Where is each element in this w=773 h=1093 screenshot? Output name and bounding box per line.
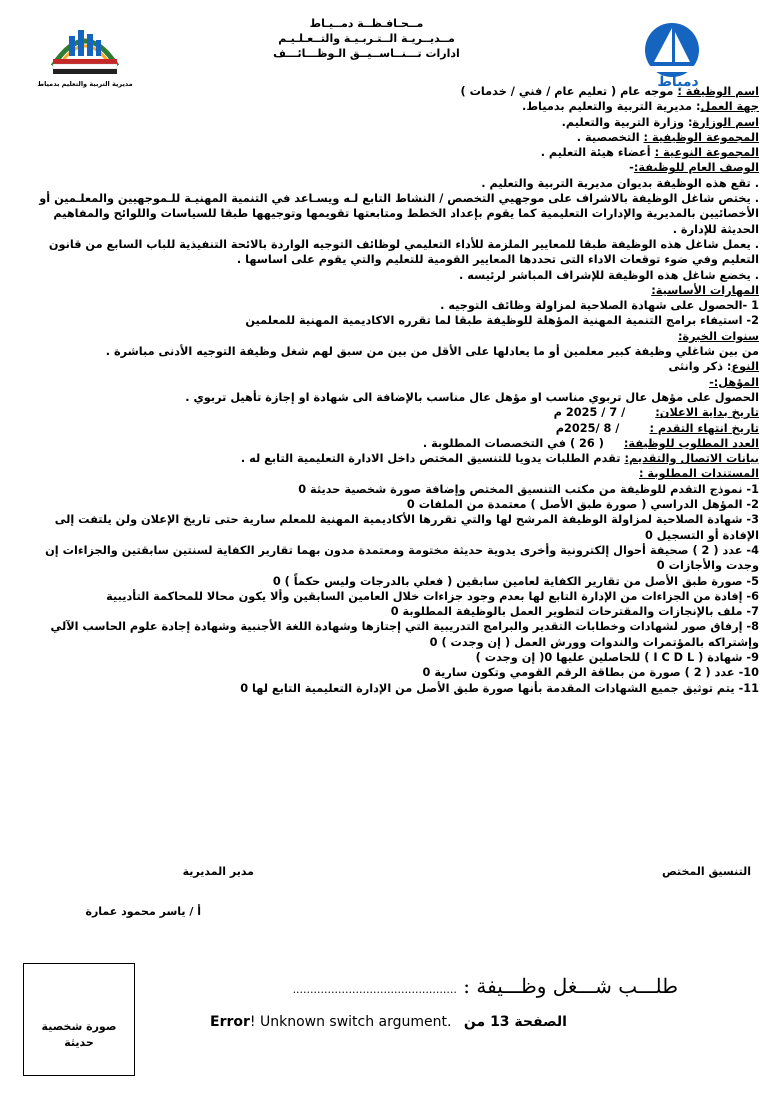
skill-item: 2- استيفاء برامج التنمية المهنية المؤهلة للوظيفة طبقا لما تقرره الاكاديمية المهنية للمعلمين	[245, 314, 759, 328]
document-item: 11- يتم توثيق جميع الشهادات المقدمة بأنها صورة طبق الأصل من الإدارة التعليمية التابع لها 0	[240, 681, 759, 695]
error-word: Error	[210, 1014, 250, 1030]
ministry-line: اسم الوزارة: وزارة التربية والتعليم.	[561, 115, 759, 129]
page-footer	[210, 1014, 590, 1030]
photo-placeholder-box: صورة شخصية حديثة	[23, 963, 135, 1076]
qualification-text: الحصول على مؤهل عال تربوي مناسب او مؤهل عال مناسب بالإضافة الى شهادة او إجازة تأهيل تربوي .	[185, 390, 759, 404]
letterhead-governorate: مــحـافـظــة دمــيـاط	[309, 17, 424, 30]
announce-start-line: تاريخ بداية الاعلان:/ 7 / 2025 م	[553, 406, 759, 420]
job-title-line: اسم الوظيفة : موجه عام ( تعليم عام / فني / خدمات )	[460, 85, 759, 98]
document-item: 10- عدد ( 2 ) صورة من بطاقة الرقم القومي وتكون سارية 0	[422, 666, 759, 680]
job-announcement-body	[16, 84, 759, 696]
general-description-heading: الوصف العام للوظيفة:-	[629, 161, 759, 175]
coordination-signature: التنسيق المختص	[661, 865, 751, 878]
document-item: 7- ملف بالإنجازات والمقترحات لتطوير العمل بالوظيفة المطلوبة 0	[390, 605, 759, 619]
letterhead-directorate: مــديــريـة الــتـربـيـة والتــعـلـيـم	[278, 32, 455, 45]
job-group-line: المجموعة الوظيفية : التخصصية .	[576, 130, 759, 144]
document-item: 4- عدد ( 2 ) صحيفة أحوال إلكترونية وأخرى يدوية حديثة مختومة ومعتمدة مدون بهما تقارير الكفاية لسنتين سابقتين والجزاءات إن وجدت والأجازات 0	[45, 543, 759, 573]
apply-end-line: تاريخ انتهاء التقدم :/ 8 /2025م	[555, 421, 759, 435]
document-item: 8- إرفاق صور لشهادات وخطابات التقدير والبرامج التدريبية التي إجتازها وشهادة اللغة الأجنبية وشهادة إجادة علوم الحاسب الآلي وإشتراكه بالمؤتمرات والندوات وورش العمل ( إن وجدت ) 0	[50, 620, 759, 649]
document-item: 1- نموذج التقدم للوظيفة من مكتب التنسيق المختص وإضافة صورة شخصية حديثة 0	[298, 482, 759, 496]
experience-text: من بين شاغلي وظيفة كبير معلمين أو ما يعادلها على الأقل من بين من سبق لهم شغل وظيفة التوجيه الأدنى مباشرة .	[105, 345, 759, 359]
document-item: 5- صورة طبق الأصل من تقارير الكفاية لعامين سابقين ( فعلي بالدرجات وليس حكماً ) 0	[272, 574, 759, 588]
director-name: أ / ياسر محمود عمارة	[85, 905, 201, 918]
description-item: . يخضع شاغل هذه الوظيفة للإشراف المباشر لرئيسه .	[459, 268, 759, 282]
letterhead-department: ادارات تـــنــاســيــق الـوظـــائـــف	[273, 47, 460, 60]
document-item: 9- شهادة ( I C D L ) للحاصلين عليها 0( إن وجدت )	[475, 650, 759, 664]
letterhead	[0, 16, 773, 61]
description-item: . يعمل شاغل هذه الوظيفة طبقا للمعايير الملزمة للأداء التعليمي لوظائف التوجيه الواردة بالائحة التنفيذية للباب السابع من قانون التعليم وفي ضوء توقعات الاداء التى تحددها المعايير القومية للتعليم والتي يقوم على اساسها .	[48, 237, 759, 267]
logo-left-caption: مديرية التربية والتعليم بدمياط	[37, 80, 133, 88]
error-message: ! Unknown switch argument.	[249, 1014, 452, 1030]
required-count-line: العدد المطلوب للوظيفة:( 26 ) في التخصصات المطلوبة .	[422, 436, 759, 450]
skill-item: 1 -الحصول على شهادة الصلاحية لمزاولة وظائف التوجيه .	[440, 299, 759, 313]
category-group-line: المجموعة النوعية : أعضاء هيئة التعليم .	[540, 146, 759, 160]
qualification-heading: المؤهل:-	[709, 375, 759, 389]
document-item: 6- إفادة من الجزاءات من الإدارة التابع لها بعدم وجود جزاءات خلال العامين السابقين وألا يكون محالا للمحاكمة التأديبية	[106, 589, 759, 603]
document-item: 3- شهادة الصلاحية لمزاولة الوظيفة المرشح لها والتي تقررها الأكاديمية المهنية للمعلم سارية حتى تاريخ الإعلان ولن يلتفت إلى الإفادة أو التسجيل 0	[54, 513, 759, 542]
skills-heading: المهارات الأساسية:	[651, 283, 759, 297]
documents-heading: المستندات المطلوبة :	[638, 467, 759, 481]
page-number-label: الصفحة 13 من	[463, 1014, 567, 1030]
workplace-line: جهة العمل: مديرية التربية والتعليم بدمياط.	[522, 100, 759, 114]
director-signature-title: مدير المديرية	[182, 865, 254, 878]
contact-line: بيانات الاتصال والتقديم: تقدم الطلبات يدويا للتنسيق المختص داخل الادارة التعليمية التابع له .	[240, 452, 759, 466]
job-request-title: طلـــب شـــغل وظـــيفة : ...............................................	[292, 974, 678, 998]
experience-heading: سنوات الخبرة:	[677, 329, 759, 343]
description-item: . يختص شاغل الوظيفة بالاشراف على موجهيي التخصص / النشاط التابع لـه ويسـاعد في التنمية المهنيـة للـموجهيين والمعلـمين أو الأخصائيين بالمديرية والإدارات التعليمية كما يقوم بإعداد الخطط ومتابعتها تقويمها وتوجيهها طبقا للسياسات واللوائح والمفاهيم الحديثة للإدارة .	[39, 192, 759, 236]
gender-line: النوع: ذكر وانثى	[668, 360, 759, 374]
logo-right-caption: دمياط	[657, 74, 699, 90]
document-item: 2- المؤهل الدراسي ( صورة طبق الأصل ) معتمدة من الملفات 0	[406, 498, 759, 512]
request-fill-line: ...............................................	[292, 983, 457, 996]
description-item: . تقع هذه الوظيفة بديوان مديرية التربية والتعليم .	[481, 176, 759, 190]
